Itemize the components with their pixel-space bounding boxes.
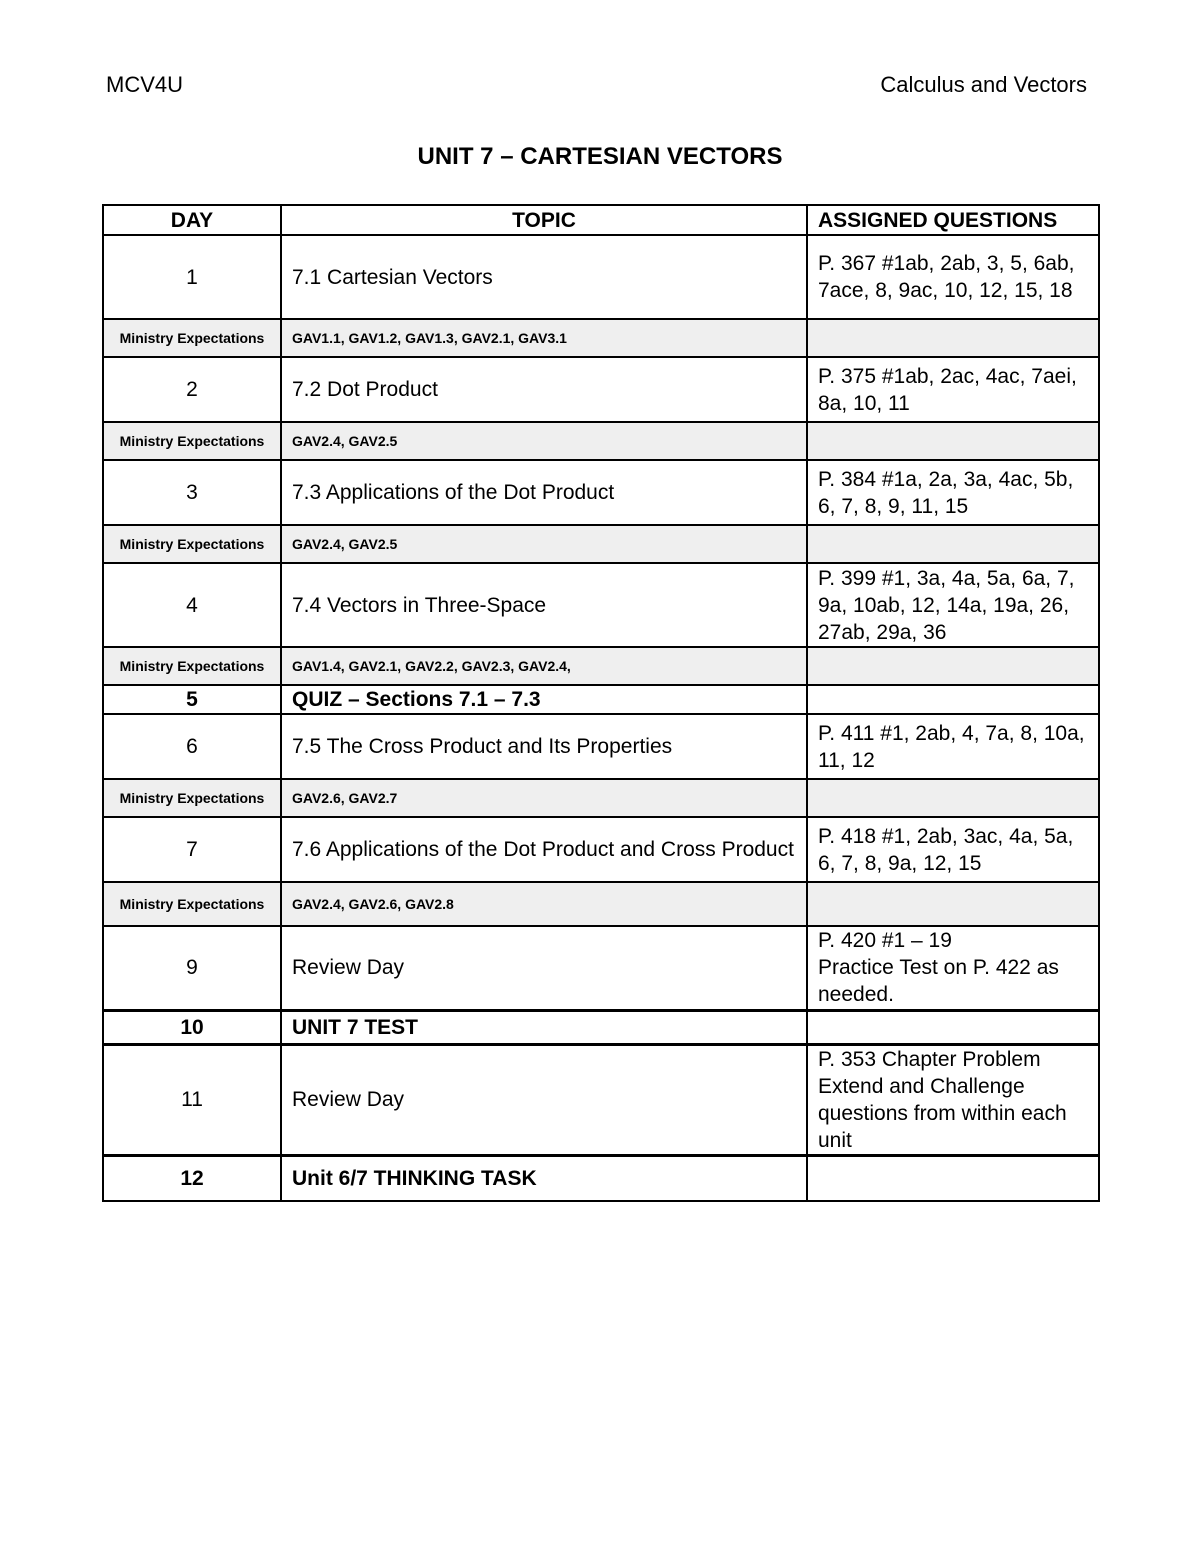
day-cell: 11 (103, 1044, 281, 1155)
assigned-cell (807, 647, 1099, 685)
assigned-line: Practice Test on P. 422 as needed. (818, 956, 1059, 1007)
assigned-cell: P. 418 #1, 2ab, 3ac, 4a, 5a, 6, 7, 8, 9a, 12, 15 (807, 817, 1099, 882)
ministry-label: Ministry Expectations (103, 882, 281, 926)
ministry-row (103, 647, 1099, 685)
assigned-cell: P. 375 #1ab, 2ac, 4ac, 7aei, 8a, 10, 11 (807, 357, 1099, 422)
table-row (103, 235, 1099, 319)
table-row (103, 1155, 1099, 1201)
ministry-label: Ministry Expectations (103, 525, 281, 563)
ministry-row (103, 882, 1099, 926)
course-code: MCV4U (106, 72, 184, 97)
column-header-assigned: ASSIGNED QUESTIONS (807, 205, 1099, 235)
topic-cell: 7.4 Vectors in Three-Space (281, 563, 807, 647)
topic-cell: 7.5 The Cross Product and Its Properties (281, 714, 807, 779)
assigned-cell (807, 685, 1099, 714)
topic-cell: 7.2 Dot Product (281, 357, 807, 422)
ministry-label: Ministry Expectations (103, 422, 281, 460)
expectations-cell: GAV2.4, GAV2.6, GAV2.8 (281, 882, 807, 926)
topic-cell: QUIZ – Sections 7.1 – 7.3 (281, 685, 807, 714)
day-cell: 2 (103, 357, 281, 422)
assigned-line: P. 420 #1 – 19 (818, 929, 952, 953)
expectations-cell: GAV2.4, GAV2.5 (281, 422, 807, 460)
table-row (103, 1044, 1099, 1155)
assigned-cell: P. 384 #1a, 2a, 3a, 4ac, 5b, 6, 7, 8, 9, 11, 15 (807, 460, 1099, 525)
topic-cell: Unit 6/7 THINKING TASK (281, 1155, 807, 1201)
assigned-cell (807, 319, 1099, 357)
assigned-cell (807, 882, 1099, 926)
day-cell: 1 (103, 235, 281, 319)
schedule-table (102, 204, 1100, 1202)
ministry-label: Ministry Expectations (103, 319, 281, 357)
assigned-cell (807, 525, 1099, 563)
table-row (103, 714, 1099, 779)
assigned-cell (807, 1010, 1099, 1044)
ministry-label: Ministry Expectations (103, 779, 281, 817)
assigned-cell (807, 926, 1099, 1010)
expectations-cell: GAV2.4, GAV2.5 (281, 525, 807, 563)
table-row (103, 926, 1099, 1010)
topic-cell: 7.1 Cartesian Vectors (281, 235, 807, 319)
day-cell: 6 (103, 714, 281, 779)
topic-cell: 7.3 Applications of the Dot Product (281, 460, 807, 525)
day-cell: 9 (103, 926, 281, 1010)
assigned-cell: P. 367 #1ab, 2ab, 3, 5, 6ab, 7ace, 8, 9ac, 10, 12, 15, 18 (807, 235, 1099, 319)
ministry-row (103, 779, 1099, 817)
ministry-label: Ministry Expectations (103, 647, 281, 685)
expectations-cell: GAV1.1, GAV1.2, GAV1.3, GAV2.1, GAV3.1 (281, 319, 807, 357)
topic-cell: Review Day (281, 1044, 807, 1155)
table-header-row (103, 205, 1099, 235)
day-cell: 10 (103, 1010, 281, 1044)
ministry-row (103, 319, 1099, 357)
column-header-topic: TOPIC (281, 205, 807, 235)
table-row (103, 563, 1099, 647)
table-row (103, 1010, 1099, 1044)
assigned-cell: P. 353 Chapter Problem Extend and Challenge questions from within each unit (807, 1044, 1099, 1155)
topic-cell: UNIT 7 TEST (281, 1010, 807, 1044)
course-name: Calculus and Vectors (880, 72, 1087, 97)
ministry-row (103, 525, 1099, 563)
assigned-cell (807, 779, 1099, 817)
table-row (103, 357, 1099, 422)
ministry-row (103, 422, 1099, 460)
day-cell: 7 (103, 817, 281, 882)
day-cell: 3 (103, 460, 281, 525)
assigned-cell (807, 1155, 1099, 1201)
assigned-cell: P. 411 #1, 2ab, 4, 7a, 8, 10a, 11, 12 (807, 714, 1099, 779)
table-row (103, 460, 1099, 525)
day-cell: 4 (103, 563, 281, 647)
table-row (103, 817, 1099, 882)
assigned-cell (807, 422, 1099, 460)
expectations-cell: GAV1.4, GAV2.1, GAV2.2, GAV2.3, GAV2.4, (281, 647, 807, 685)
day-cell: 5 (103, 685, 281, 714)
page-title: UNIT 7 – CARTESIAN VECTORS (417, 143, 783, 170)
table-row (103, 685, 1099, 714)
day-cell: 12 (103, 1155, 281, 1201)
column-header-day: DAY (103, 205, 281, 235)
assigned-cell: P. 399 #1, 3a, 4a, 5a, 6a, 7, 9a, 10ab, 12, 14a, 19a, 26, 27ab, 29a, 36 (807, 563, 1099, 647)
expectations-cell: GAV2.6, GAV2.7 (281, 779, 807, 817)
topic-cell: 7.6 Applications of the Dot Product and Cross Product (281, 817, 807, 882)
topic-cell: Review Day (281, 926, 807, 1010)
